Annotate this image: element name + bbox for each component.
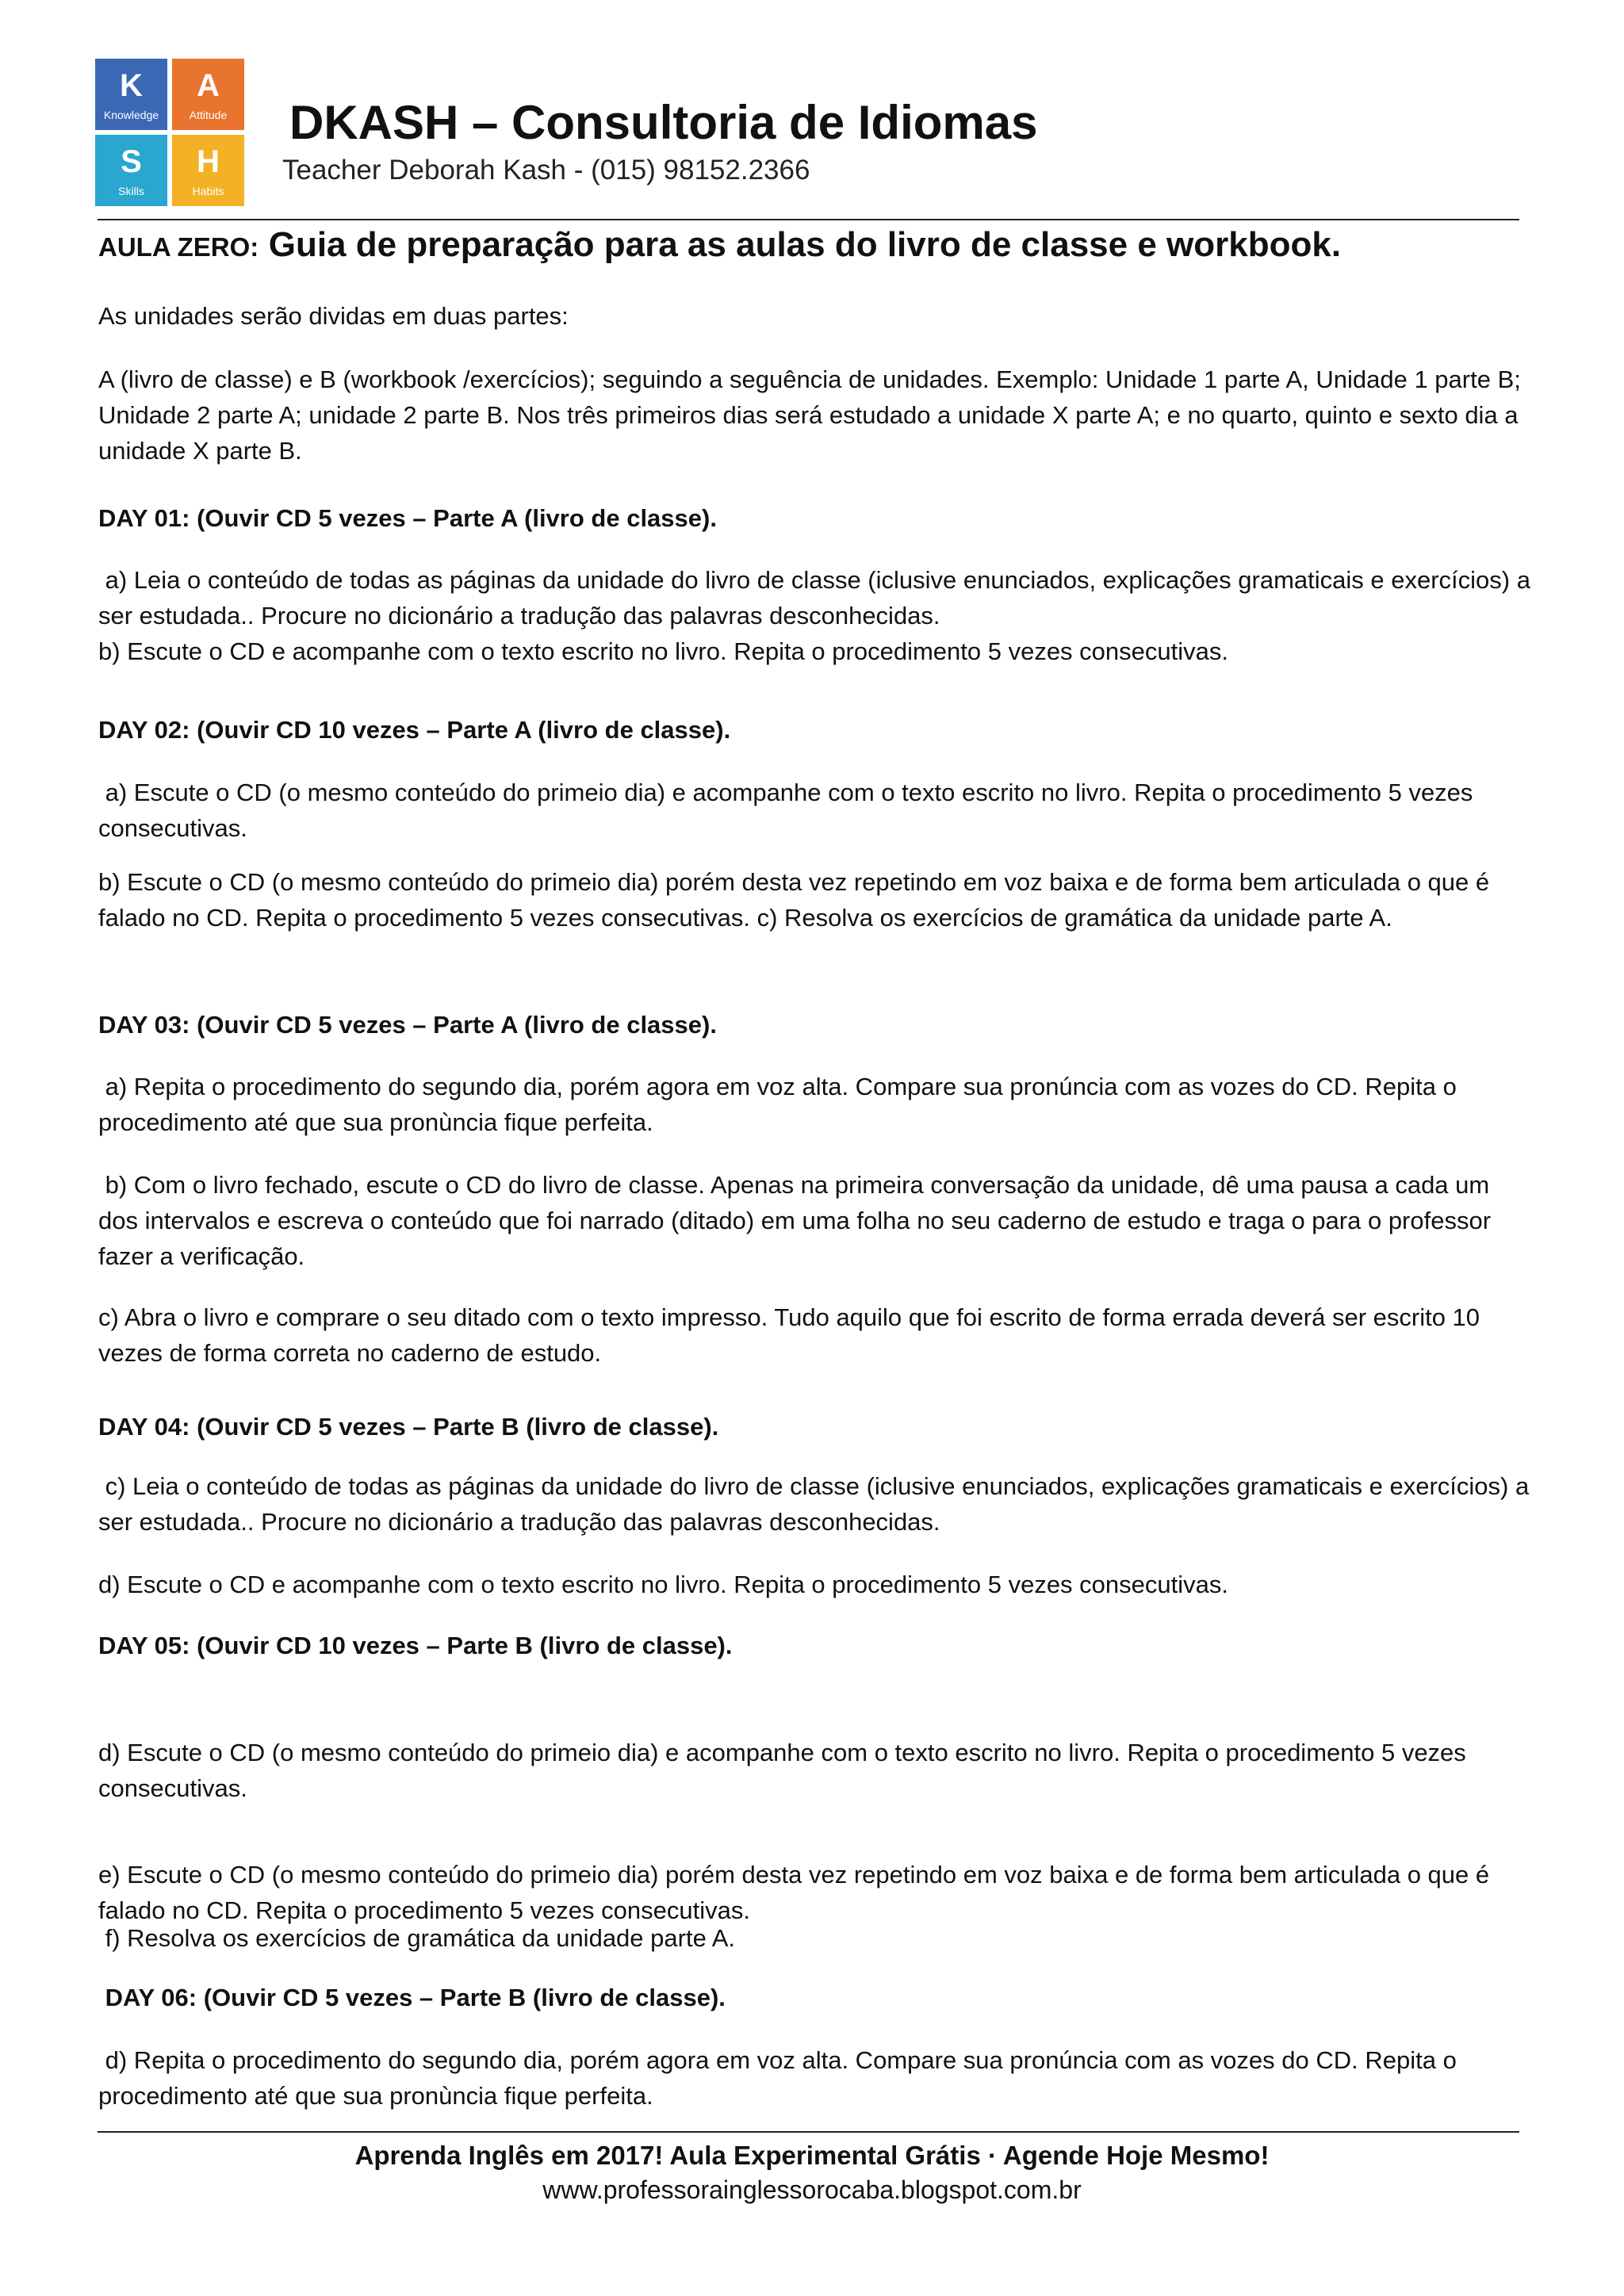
- instruction-paragraph: f) Resolva os exercícios de gramática da unidade parte A.: [98, 1924, 735, 1952]
- logo-letter: S: [121, 144, 142, 179]
- company-name: DKASH – Consultoria de Idiomas: [289, 96, 1038, 149]
- logo-tile-skills: [95, 135, 167, 206]
- instruction-paragraph: b) Com o livro fechado, escute o CD do livro de classe. Apenas na primeira conversação da unidade, dê uma pausa a cada um dos intervalos e escreva o conteúdo que foi narrado (ditado) em uma folha no seu caderno de estudo e traga o para o professor fazer a verificação.: [98, 1171, 1498, 1270]
- instruction-paragraph: b) Escute o CD (o mesmo conteúdo do primeio dia) porém desta vez repetindo em voz baixa e de forma bem articulada o que é falado no CD. Repita o procedimento 5 vezes consecutivas. c) Resolva os exercícios de gramática da unidade parte A.: [98, 868, 1496, 932]
- day-heading: DAY 02: (Ouvir CD 10 vezes – Parte A (livro de classe).: [98, 716, 731, 744]
- logo-letter: A: [197, 68, 220, 103]
- instruction-paragraph: a) Leia o conteúdo de todas as páginas da unidade do livro de classe (iclusive enunciados, explicações gramaticais e exercícios) a ser estudada.. Procure no dicionário a tradução das palavras desconhecidas. b) Escute o CD e acompanhe com o texto escrito no livro. Repita o procedimento 5 vezes consecutivas.: [98, 566, 1530, 665]
- footer-divider: [98, 2131, 1519, 2133]
- logo-tile-attitude: [172, 59, 244, 130]
- instruction-paragraph: A (livro de classe) e B (workbook /exercícios); seguindo a seguência de unidades. Exemplo: Unidade 1 parte A, Unidade 1 parte B; Unidade 2 parte A; unidade 2 parte B. Nos três primeiros dias será estudado a unidade X parte A; e no quarto, quinto e sexto dia a unidade X parte B.: [98, 365, 1528, 465]
- instruction-paragraph: c) Leia o conteúdo de todas as páginas da unidade do livro de classe (iclusive enunciados, explicações gramaticais e exercícios) a ser estudada.. Procure no dicionário a tradução das palavras desconhecidas.: [98, 1472, 1536, 1536]
- day-heading: DAY 06: (Ouvir CD 5 vezes – Parte B (livro de classe).: [98, 1984, 726, 2011]
- header-divider: [98, 219, 1519, 220]
- instruction-paragraph: a) Repita o procedimento do segundo dia, porém agora em voz alta. Compare sua pronúncia com as vozes do CD. Repita o procedimento até que sua pronùncia fique perfeita.: [98, 1073, 1464, 1136]
- logo-letter: H: [197, 144, 220, 179]
- document-body: [98, 224, 1536, 2110]
- day-heading: DAY 05: (Ouvir CD 10 vezes – Parte B (livro de classe).: [98, 1632, 733, 1659]
- lesson-title: [98, 225, 1530, 265]
- day-heading: DAY 01: (Ouvir CD 5 vezes – Parte A (livro de classe).: [98, 504, 717, 532]
- logo-word: Knowledge: [103, 109, 159, 121]
- logo-tile-habits: [172, 135, 244, 206]
- footer-tagline: Aprenda Inglês em 2017! Aula Experimental Grátis · Agende Hoje Mesmo!: [354, 2141, 1270, 2170]
- company-logo: [95, 59, 246, 208]
- instruction-paragraph: d) Escute o CD (o mesmo conteúdo do primeio dia) e acompanhe com o texto escrito no livro. Repita o procedimento 5 vezes consecutivas.: [98, 1739, 1473, 1802]
- instruction-paragraph: As unidades serão dividas em duas partes:: [98, 302, 569, 330]
- instruction-paragraph: a) Escute o CD (o mesmo conteúdo do primeio dia) e acompanhe com o texto escrito no livro. Repita o procedimento 5 vezes consecutivas.: [98, 779, 1480, 842]
- logo-letter: K: [120, 68, 143, 103]
- instruction-paragraph: c) Abra o livro e comprare o seu ditado com o texto impresso. Tudo aquilo que foi escrito de forma errada deverá ser escrito 10 vezes de forma correta no caderno de estudo.: [98, 1303, 1487, 1367]
- logo-word: Habits: [192, 185, 224, 197]
- instruction-paragraph: e) Escute o CD (o mesmo conteúdo do primeio dia) porém desta vez repetindo em voz baixa e de forma bem articulada o que é falado no CD. Repita o procedimento 5 vezes consecutivas.: [98, 1861, 1496, 1924]
- logo-word: Skills: [118, 185, 144, 197]
- teacher-contact: Teacher Deborah Kash - (015) 98152.2366: [282, 155, 810, 186]
- instruction-paragraph: d) Repita o procedimento do segundo dia, porém agora em voz alta. Compare sua pronúncia com as vozes do CD. Repita o procedimento até que sua pronùncia fique perfeita.: [98, 2046, 1464, 2110]
- instruction-paragraph: d) Escute o CD e acompanhe com o texto escrito no livro. Repita o procedimento 5 vezes consecutivas.: [98, 1571, 1228, 1598]
- day-heading: DAY 03: (Ouvir CD 5 vezes – Parte A (livro de classe).: [98, 1011, 717, 1039]
- logo-word: Attitude: [189, 109, 228, 121]
- footer-url: www.professorainglessorocaba.blogspot.com.br: [542, 2175, 1082, 2204]
- logo-tile-knowledge: [95, 59, 167, 130]
- lesson-title-prefix: AULA ZERO:: [98, 232, 259, 262]
- day-heading: DAY 04: (Ouvir CD 5 vezes – Parte B (livro de classe).: [98, 1413, 719, 1441]
- lesson-title-text: Guia de preparação para as aulas do livro de classe e workbook.: [268, 225, 1342, 264]
